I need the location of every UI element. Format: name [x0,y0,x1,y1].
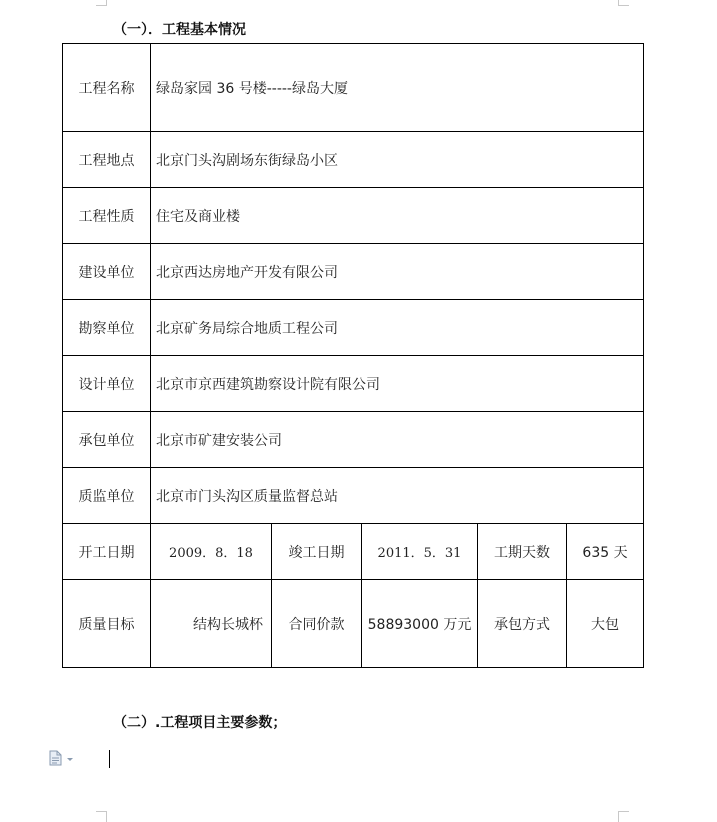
quality-target-label: 质量目标 [63,580,151,668]
table-row [63,300,644,356]
section-2-title: （二）.工程项目主要参数； [113,715,287,731]
table-row [63,44,644,132]
row-label: 工程地点 [63,132,151,188]
table-row [63,356,644,412]
end-date-value[interactable]: 2011．5．31 [362,524,478,580]
page-corner-top-right [618,0,629,6]
duration-value[interactable]: 635 天 [567,524,644,580]
row-value[interactable]: 绿岛家园 36 号楼-----绿岛大厦 [151,44,644,132]
table-row [63,412,644,468]
row-label: 工程名称 [63,44,151,132]
row-label: 质监单位 [63,468,151,524]
contract-mode-value[interactable]: 大包 [567,580,644,668]
duration-label: 工期天数 [478,524,567,580]
quality-row [63,580,644,668]
page-corner-top-left [96,0,107,6]
row-value[interactable]: 北京市京西建筑勘察设计院有限公司 [151,356,644,412]
text-cursor [109,750,110,768]
start-date-label: 开工日期 [63,524,151,580]
document-icon[interactable] [48,750,76,770]
row-label: 建设单位 [63,244,151,300]
start-date-value[interactable]: 2009．8．18 [151,524,272,580]
contract-price-value[interactable]: 58893000 万元 [362,580,478,668]
project-info-table [62,43,644,668]
end-date-label: 竣工日期 [272,524,362,580]
row-label: 设计单位 [63,356,151,412]
row-label: 勘察单位 [63,300,151,356]
row-value[interactable]: 北京西达房地产开发有限公司 [151,244,644,300]
table-row [63,188,644,244]
dates-row [63,524,644,580]
row-label: 工程性质 [63,188,151,244]
page-corner-bottom-left [96,811,107,822]
row-value[interactable]: 北京门头沟剧场东街绿岛小区 [151,132,644,188]
row-value[interactable]: 北京市矿建安装公司 [151,412,644,468]
page-corner-bottom-right [618,811,629,822]
table-row [63,244,644,300]
row-value[interactable]: 北京市门头沟区质量监督总站 [151,468,644,524]
row-label: 承包单位 [63,412,151,468]
contract-price-label: 合同价款 [272,580,362,668]
quality-target-value[interactable]: 结构长城杯 [151,580,272,668]
contract-mode-label: 承包方式 [478,580,567,668]
table-row [63,468,644,524]
row-value[interactable]: 住宅及商业楼 [151,188,644,244]
section-1-title: （一）．工程基本情况 [113,22,246,38]
row-value[interactable]: 北京矿务局综合地质工程公司 [151,300,644,356]
table-row [63,132,644,188]
